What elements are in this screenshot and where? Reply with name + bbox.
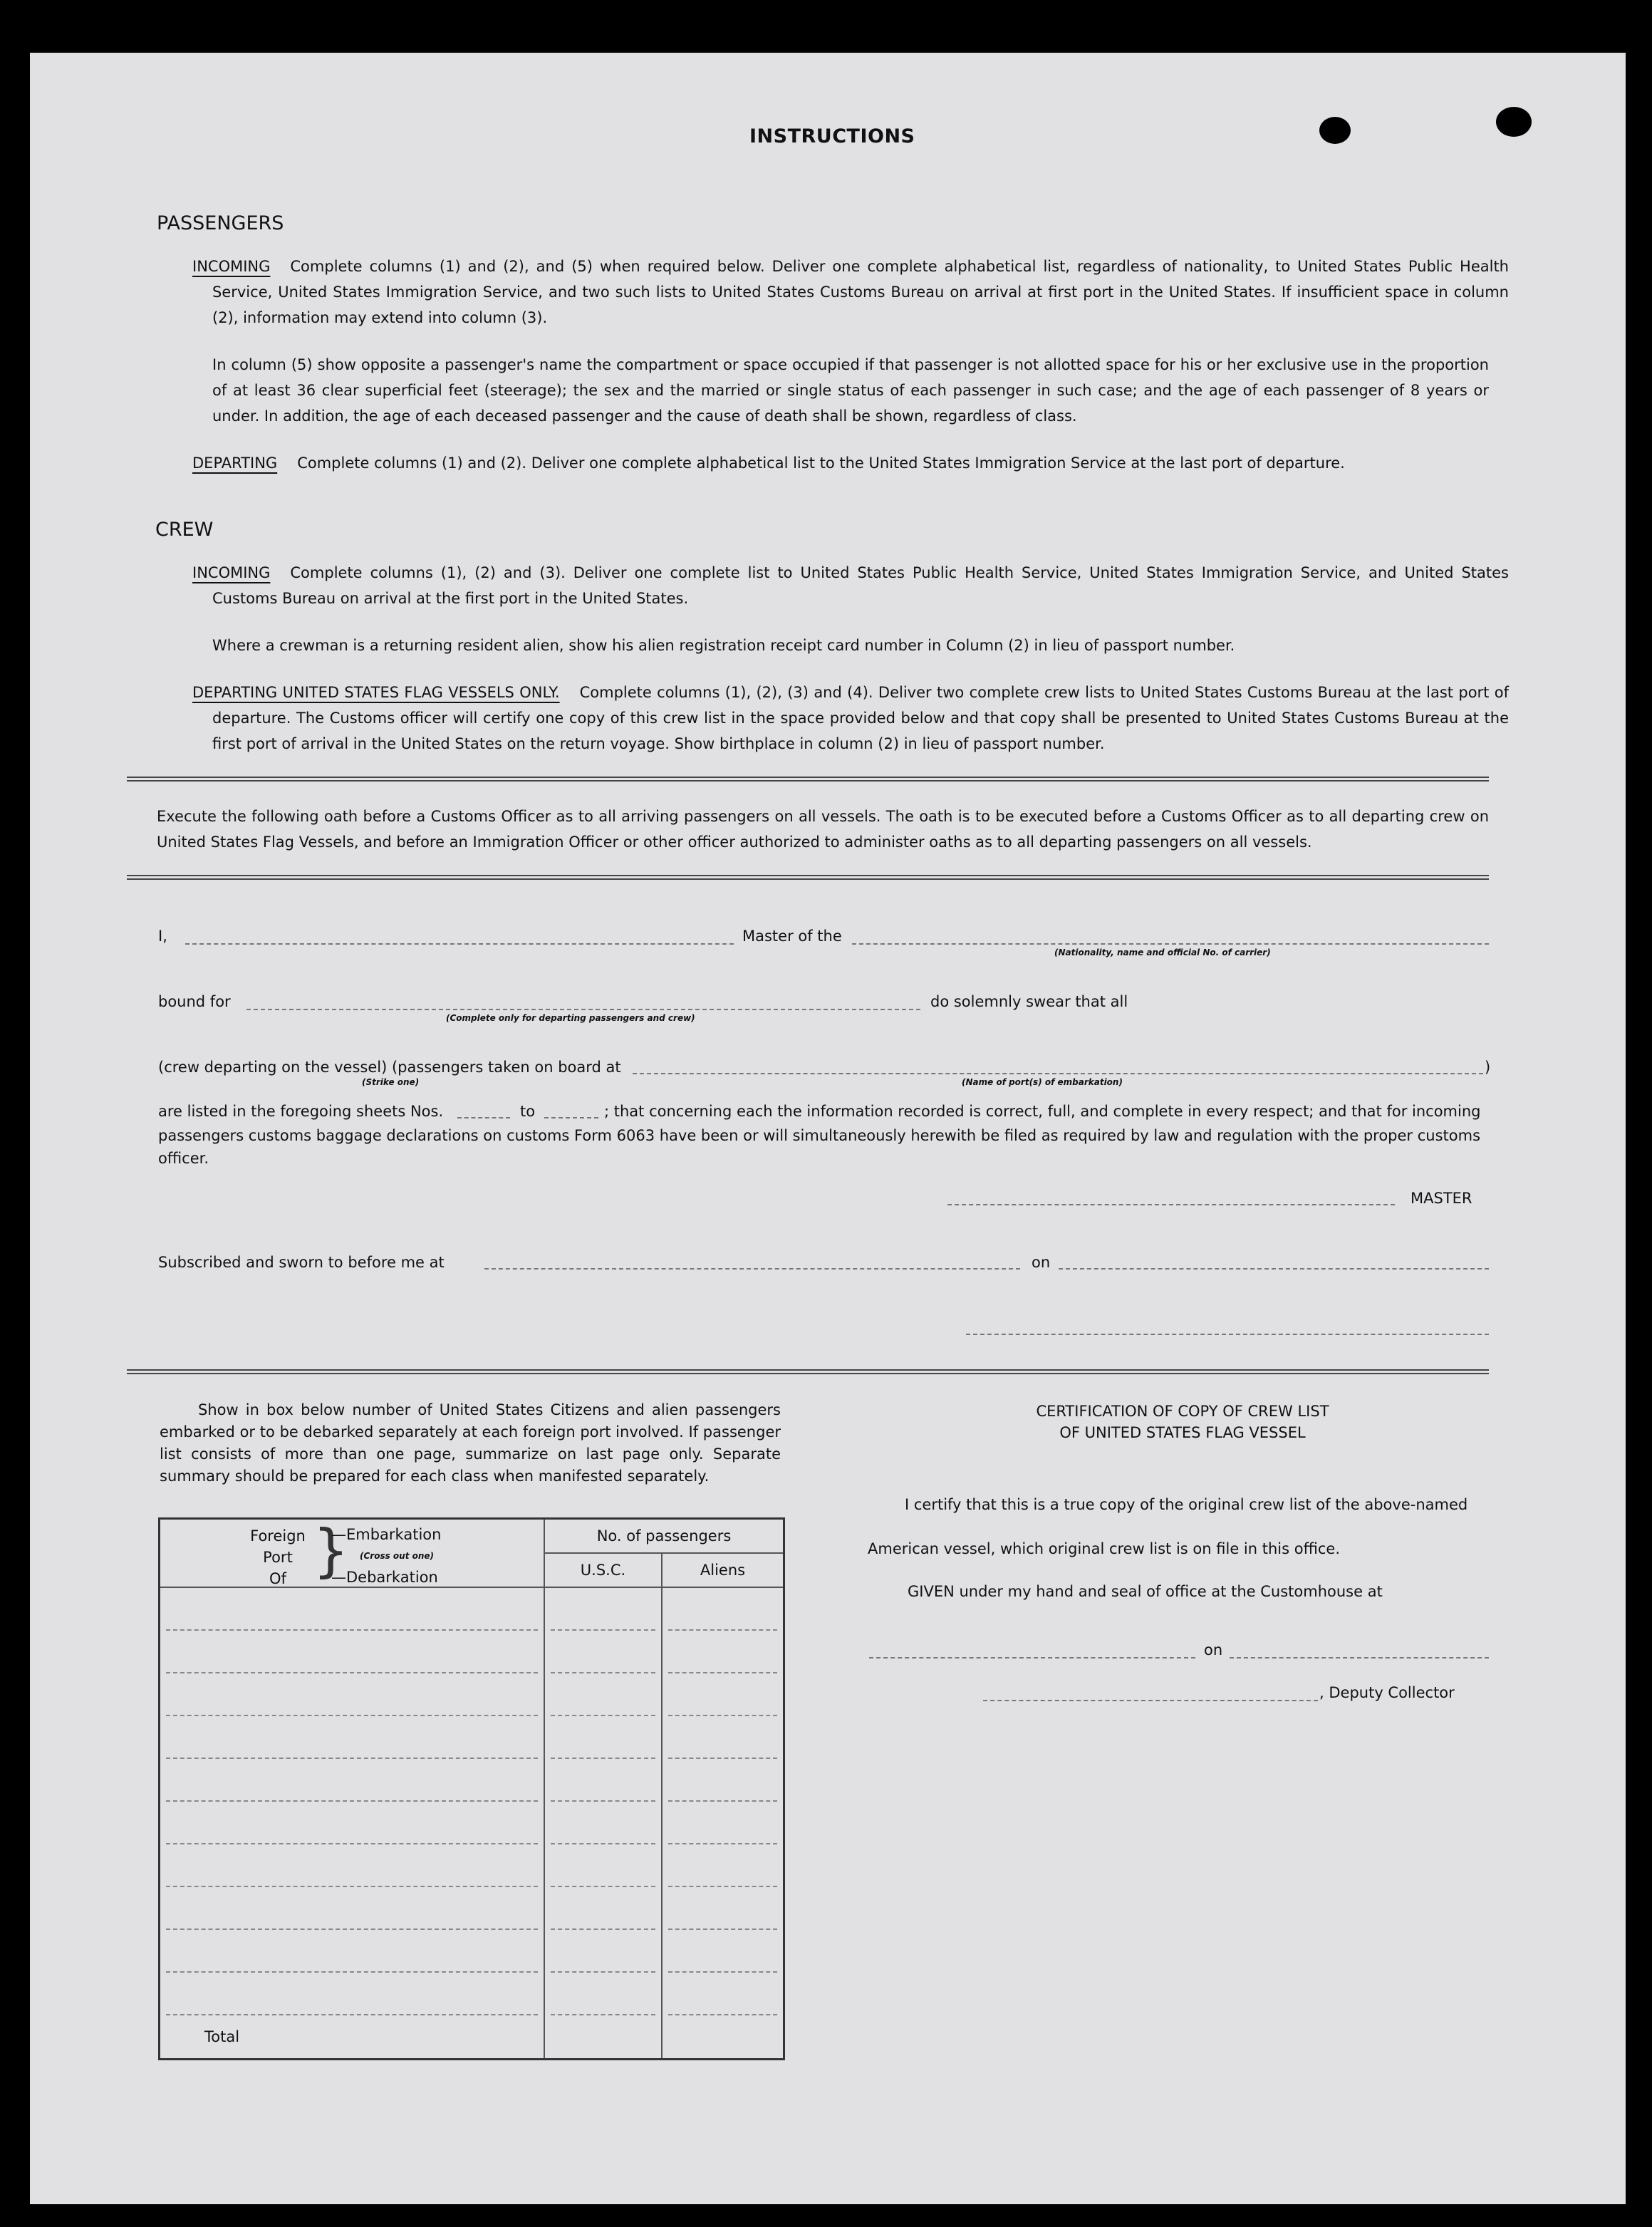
usc-cell[interactable] <box>544 1844 662 1887</box>
port-cell[interactable] <box>160 1716 545 1759</box>
deputy-collector-label: , Deputy Collector <box>1319 1684 1455 1701</box>
total-label: Total <box>204 2028 240 2045</box>
aliens-cell[interactable] <box>662 1930 784 1973</box>
passenger-summary-table <box>158 1517 785 2060</box>
foreign-label: Foreign <box>250 1527 306 1545</box>
crew-flag-paragraph <box>192 680 1509 757</box>
port-cell[interactable] <box>160 1973 545 2015</box>
punch-hole-right <box>1496 107 1532 137</box>
aliens-cell[interactable] <box>662 1973 784 2015</box>
aliens-label: Aliens <box>700 1562 746 1579</box>
swear-label: do solemnly swear that all <box>930 993 1128 1010</box>
embarkation-port-field[interactable] <box>633 1073 1483 1074</box>
usc-cell[interactable] <box>544 1930 662 1973</box>
port-cell[interactable] <box>160 1631 545 1673</box>
customhouse-field[interactable] <box>869 1657 1195 1658</box>
port-header-cell <box>160 1519 545 1588</box>
divider-rule <box>127 875 1489 880</box>
port-cell[interactable] <box>160 1673 545 1716</box>
port-cell[interactable] <box>160 1802 545 1844</box>
certify-on-label: on <box>1204 1641 1223 1658</box>
crew-departing-label: (crew departing on the vessel) (passengers taken on board at <box>158 1059 621 1076</box>
port-cell[interactable] <box>160 1930 545 1973</box>
listed-label: are listed in the foregoing sheets Nos. <box>158 1103 444 1120</box>
passenger-count-header <box>544 1519 784 1588</box>
divider-rule <box>127 1369 1489 1374</box>
certification-heading-line2: OF UNITED STATES FLAG VESSEL <box>1059 1424 1306 1441</box>
bound-for-field[interactable] <box>246 1009 920 1010</box>
master-label: MASTER <box>1411 1190 1472 1207</box>
port-cell[interactable] <box>160 1587 545 1631</box>
aliens-cell[interactable] <box>662 1802 784 1844</box>
sworn-on-label: on <box>1032 1254 1051 1271</box>
oath-intro: Execute the following oath before a Customs Officer as to all arriving passengers on all vessels. The oath is to be executed before a Customs Officer as to all departing crew on United States Flag Vessels, and before an Immigration Officer or other officer authorized to administer oaths as to all departing passengers on all vessels. <box>157 808 1489 851</box>
port-caption: (Name of port(s) of embarkation) <box>962 1077 1123 1087</box>
master-of-the-label: Master of the <box>742 928 842 945</box>
punch-hole-left <box>1319 117 1351 144</box>
usc-cell[interactable] <box>544 1759 662 1802</box>
sheet-to-field[interactable] <box>544 1117 598 1118</box>
certify-line-1: I certify that this is a true copy of the original crew list of the above-named <box>905 1496 1468 1513</box>
sheet-from-field[interactable] <box>457 1117 510 1118</box>
passengers-heading: PASSENGERS <box>157 212 284 234</box>
subscribed-label: Subscribed and sworn to before me at <box>158 1254 445 1271</box>
crew-incoming-text: Complete columns (1), (2) and (3). Deliver one complete list to United States Public Health Service, United States Immigration Service, and United States Customs Bureau on arrival at the first port in the United States. <box>212 564 1509 607</box>
cross-out-caption: (Cross out one) <box>360 1551 435 1561</box>
deputy-signature-field[interactable] <box>983 1700 1318 1701</box>
crew-heading: CREW <box>155 519 214 541</box>
crew-incoming-label: INCOMING <box>192 564 271 581</box>
passengers-departing-paragraph <box>192 450 1509 476</box>
master-name-field[interactable] <box>185 943 734 945</box>
of-label: Of <box>269 1570 286 1587</box>
passengers-incoming-paragraph <box>192 254 1509 331</box>
brace-icon: } <box>313 1517 349 1584</box>
usc-cell[interactable] <box>544 1587 662 1631</box>
usc-cell[interactable] <box>544 1802 662 1844</box>
debarkation-option[interactable]: —Debarkation <box>331 1569 438 1586</box>
usc-cell[interactable] <box>544 1887 662 1930</box>
usc-cell[interactable] <box>544 1973 662 2015</box>
strike-caption: (Strike one) <box>362 1077 420 1087</box>
usc-label: U.S.C. <box>545 1554 663 1587</box>
embarkation-option[interactable]: —Embarkation <box>331 1526 442 1543</box>
oath-i-label: I, <box>158 928 167 945</box>
crew-incoming-paragraph <box>192 560 1509 611</box>
crew-flag-label: DEPARTING UNITED STATES FLAG VESSELS ONLY. <box>192 684 560 701</box>
sworn-place-field[interactable] <box>484 1268 1020 1270</box>
port-label: Port <box>263 1549 293 1566</box>
bound-caption: (Complete only for departing passengers and crew) <box>446 1013 695 1023</box>
aliens-cell[interactable] <box>662 1587 784 1631</box>
carrier-field[interactable] <box>852 943 1489 945</box>
aliens-cell[interactable] <box>662 1716 784 1759</box>
total-cell <box>160 2015 545 2060</box>
aliens-cell[interactable] <box>662 1844 784 1887</box>
certification-heading <box>869 1401 1496 1443</box>
passengers-incoming-label: INCOMING <box>192 258 271 275</box>
passengers-departing-label: DEPARTING <box>192 455 278 472</box>
listed-continuation: ; that concerning each the information recorded is correct, full, and complete in every respect; and that for incoming <box>604 1103 1481 1120</box>
certify-date-field[interactable] <box>1230 1657 1489 1658</box>
certify-line-2: American vessel, which original crew list is on file in this office. <box>868 1540 1341 1557</box>
aliens-cell[interactable] <box>662 1631 784 1673</box>
port-cell[interactable] <box>160 1844 545 1887</box>
listed-line-3: officer. <box>158 1150 209 1167</box>
column5-paragraph: In column (5) show opposite a passenger's name the compartment or space occupied if that passenger is not allotted space for his or her exclusive use in the proportion of at least 36 clear superficial feet (steerage); the sex and the married or single status of each passenger in such case; and the age of each passenger of 8 years or under. In addition, the age of each deceased passenger and the cause of death shall be shown, regardless of class. <box>212 356 1489 425</box>
usc-cell[interactable] <box>544 1716 662 1759</box>
passengers-incoming-text: Complete columns (1) and (2), and (5) when required below. Deliver one complete alphabetical list, regardless of nationality, to United States Public Health Service, United States Immigration Service, and two such lists to United States Customs Bureau on arrival at first port in the United States. If insufficient space in column (2), information may extend into column (3). <box>212 258 1509 326</box>
port-cell[interactable] <box>160 1759 545 1802</box>
aliens-cell[interactable] <box>662 1673 784 1716</box>
listed-line-2: passengers customs baggage declarations on customs Form 6063 have been or will simultaneously herewith be filed as required by law and regulation with the proper customs <box>158 1127 1481 1144</box>
officer-signature-field[interactable] <box>966 1334 1489 1335</box>
port-cell[interactable] <box>160 1887 545 1930</box>
divider-rule <box>127 777 1489 782</box>
certify-line-3: GIVEN under my hand and seal of office at the Customhouse at <box>908 1583 1383 1600</box>
certification-heading-line1: CERTIFICATION OF COPY OF CREW LIST <box>1036 1403 1329 1420</box>
sworn-date-field[interactable] <box>1059 1268 1489 1270</box>
passengers-departing-text: Complete columns (1) and (2). Deliver one complete alphabetical list to the United States Immigration Service at the last port of departure. <box>297 455 1345 472</box>
page-title: INSTRUCTIONS <box>749 125 915 147</box>
close-paren: ) <box>1485 1059 1491 1076</box>
nationality-caption: (Nationality, name and official No. of carrier) <box>1054 948 1271 957</box>
master-signature-field[interactable] <box>947 1204 1395 1205</box>
aliens-cell[interactable] <box>662 1887 784 1930</box>
crew-alien-paragraph: Where a crewman is a returning resident alien, show his alien registration receipt card number in Column (2) in lieu of passport number. <box>212 637 1235 654</box>
summary-instructions: Show in box below number of United States Citizens and alien passengers embarked or to be debarked separately at each foreign port involved. If passenger list consists of more than one page, summarize on last page only. Separate summary should be prepared for each class when manifested separately. <box>160 1401 781 1485</box>
crew-flag-text: Complete columns (1), (2), (3) and (4). Deliver two complete crew lists to United States Customs Bureau at the last port of departure. The Customs officer will certify one copy of this crew list in the space provided below and that copy shall be presented to United States Customs Bureau at the first port of arrival in the United States on the return voyage. Show birthplace in column (2) in lieu of passport number. <box>212 684 1509 752</box>
aliens-total-cell[interactable] <box>662 2015 784 2060</box>
usc-cell[interactable] <box>544 1673 662 1716</box>
bound-for-label: bound for <box>158 993 231 1010</box>
to-label: to <box>520 1103 536 1120</box>
usc-cell[interactable] <box>544 1631 662 1673</box>
usc-total-cell[interactable] <box>544 2015 662 2060</box>
no-of-passengers-label: No. of passengers <box>545 1520 783 1554</box>
aliens-cell[interactable] <box>662 1759 784 1802</box>
